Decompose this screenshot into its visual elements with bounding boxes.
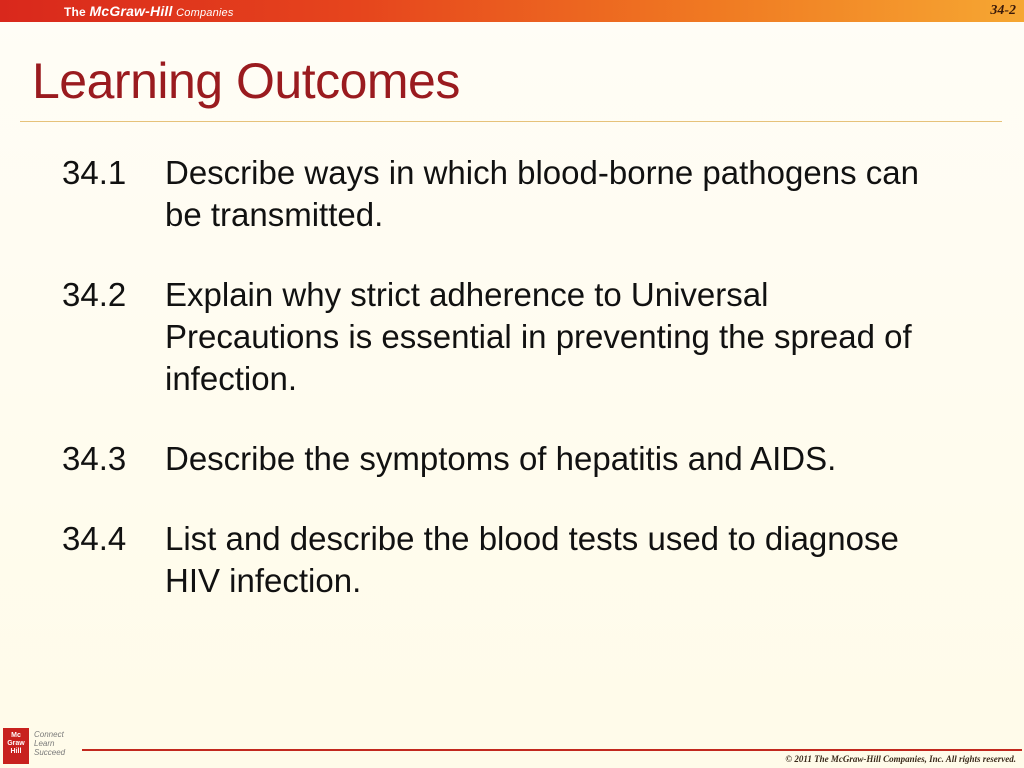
mcgraw-hill-logo-icon [3,728,29,764]
brand-suffix: Companies [176,7,234,19]
outcome-text: Describe the symptoms of hepatitis and AIDS. [165,440,837,477]
outcome-number: 34.2 [62,276,127,313]
outcome-item [62,274,942,400]
outcome-item [62,152,942,236]
outcome-item [62,518,942,602]
brand-logo-text [64,3,234,19]
outcome-number: 34.4 [62,520,127,557]
outcome-text: Explain why strict adherence to Universal Precautions is essential in preventing the spread of infection. [165,276,912,397]
logo-line: Hill [10,748,22,755]
outcome-text: List and describe the blood tests used to diagnose HIV infection. [165,520,899,599]
brand-name: McGraw-Hill [89,3,173,19]
tagline-line: Learn [34,739,55,748]
outcomes-list [62,152,942,640]
outcome-number: 34.1 [62,154,127,191]
outcome-text: Describe ways in which blood-borne pathogens can be transmitted. [165,154,919,233]
tagline-line: Succeed [34,748,66,757]
title-divider [20,121,1002,122]
brand-prefix: The [64,5,86,19]
footer-divider [82,749,1022,751]
tagline [34,730,65,757]
logo-line: Graw [7,740,25,747]
outcome-item [62,438,942,480]
logo-line: Mc [11,732,21,739]
copyright-notice: © 2011 The McGraw-Hill Companies, Inc. All rights reserved. [785,754,1016,764]
page-number: 34-2 [990,3,1016,18]
tagline-line: Connect [34,730,64,739]
slide-title: Learning Outcomes [32,53,460,109]
outcome-number: 34.3 [62,440,127,477]
header-bar [0,0,1024,22]
